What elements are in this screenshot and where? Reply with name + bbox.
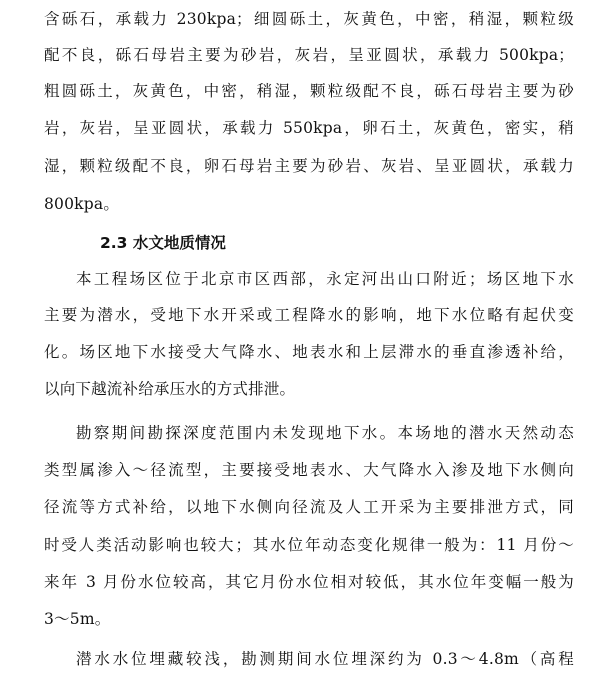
soil-text-line-5: 湿，颗粒级配不良，卵石母岩主要为砂岩、灰岩、呈亚圆状，承载力 [44, 157, 574, 175]
paragraph-2-line-6: 3～5m。 [44, 610, 111, 628]
paragraph-2-line-5: 来年 3 月份水位较高，其它月份水位相对较低，其水位年变幅一般为 [44, 573, 574, 591]
soil-text-line-1: 含砾石，承载力 230kpa；细圆砾土，灰黄色，中密，稍湿，颗粒级 [44, 10, 574, 28]
paragraph-3-line-1: 潜水水位埋藏较浅，勘测期间水位埋深约为 0.3～4.8m（高程 [76, 650, 574, 668]
paragraph-1-line-2: 主要为潜水，受地下水开采或工程降水的影响，地下水位略有起伏变 [44, 306, 574, 324]
paragraph-2-line-2: 类型属渗入～径流型，主要接受地表水、大气降水入渗及地下水侧向 [44, 461, 574, 479]
paragraph-2-line-1: 勘察期间勘探深度范围内未发现地下水。本场地的潜水天然动态 [76, 424, 574, 442]
soil-text-line-2: 配不良，砾石母岩主要为砂岩，灰岩，呈亚圆状，承载力 500kpa； [44, 46, 574, 64]
section-heading: 2.3 水文地质情况 [100, 234, 226, 252]
paragraph-2-line-3: 径流等方式补给，以地下水侧向径流及人工开采为主要排泄方式，同 [44, 498, 574, 516]
paragraph-1-line-1: 本工程场区位于北京市区西部，永定河出山口附近；场区地下水 [76, 270, 574, 288]
soil-text-line-3: 粗圆砾土，灰黄色，中密，稍湿，颗粒级配不良，砾石母岩主要为砂 [44, 82, 574, 100]
soil-text-line-6: 800kpa。 [44, 195, 120, 213]
paragraph-1-line-3: 化。场区地下水接受大气降水、地表水和上层滞水的垂直渗透补给， [44, 343, 574, 361]
paragraph-2-line-4: 时受人类活动影响也较大；其水位年动态变化规律一般为：11 月份～ [44, 536, 574, 554]
soil-text-line-4: 岩，灰岩，呈亚圆状，承载力 550kpa，卵石土，灰黄色，密实，稍 [44, 119, 574, 137]
paragraph-1-line-4: 以向下越流补给承压水的方式排泄。 [44, 380, 296, 398]
